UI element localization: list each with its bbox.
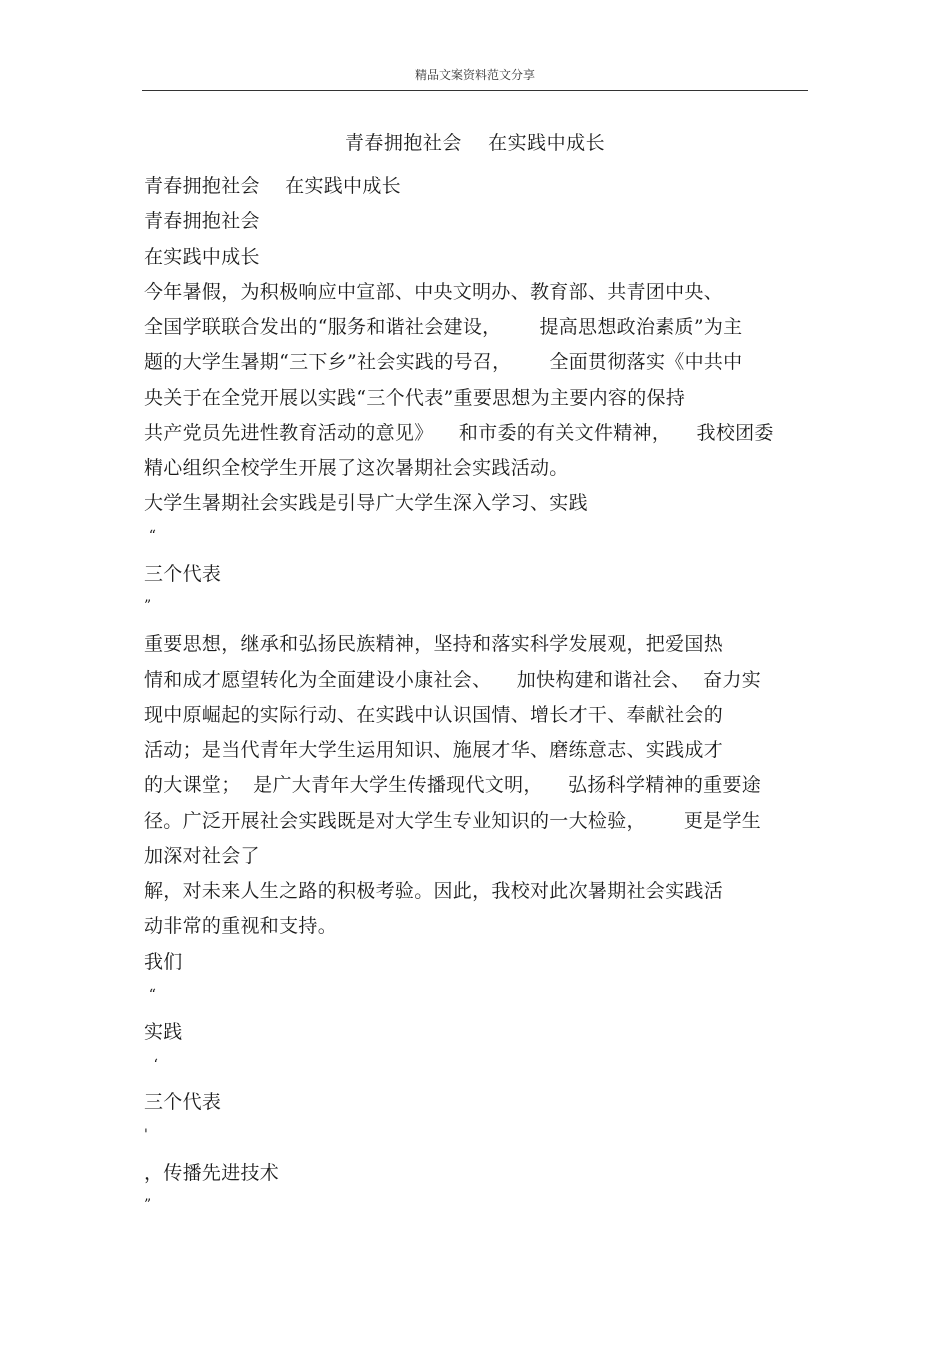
body-line: ，传播先进技术: [144, 1162, 280, 1184]
body-line: “: [144, 987, 157, 1003]
body-line: 情和成才愿望转化为全面建设小康社会、 加快构建和谐社会、 奋力实: [144, 669, 762, 691]
body-line: 全国学联联合发出的“服务和谐社会建设， 提高思想政治素质”为主: [144, 316, 743, 338]
body-line: 三个代表: [144, 1091, 222, 1113]
body-line: 我们: [144, 951, 183, 973]
body-line: 径。广泛开展社会实践既是对大学生专业知识的一大检验， 更是学生: [144, 810, 762, 832]
body-line: 今年暑假，为积极响应中宣部、中央文明办、教育部、共青团中央、: [144, 281, 724, 303]
page-header: 精品文案资料范文分享: [414, 68, 535, 82]
document-title: 青春拥抱社会 在实践中成长: [344, 132, 606, 154]
body-line: ': [144, 1127, 149, 1143]
body-line: ‘: [144, 1057, 159, 1073]
body-line: 现中原崛起的实际行动、在实践中认识国情、增长才干、奉献社会的: [144, 704, 724, 726]
body-line: 三个代表: [144, 563, 222, 585]
body-line: 的大课堂； 是广大青年大学生传播现代文明， 弘扬科学精神的重要途: [144, 774, 762, 796]
body-line: 青春拥抱社会 在实践中成长: [144, 175, 401, 197]
body-line: 重要思想，继承和弘扬民族精神，坚持和落实科学发展观，把爱国热: [144, 633, 724, 655]
body-line: 加深对社会了: [144, 845, 260, 867]
body-line: 解，对未来人生之路的积极考验。因此，我校对此次暑期社会实践活: [144, 880, 724, 902]
body-line: 活动；是当代青年大学生运用知识、施展才华、磨练意志、实践成才: [144, 739, 724, 761]
body-line: 青春拥抱社会: [144, 210, 260, 232]
body-line: “: [144, 528, 157, 544]
body-line: 共产党员先进性教育活动的意见》 和市委的有关文件精神， 我校团委: [144, 422, 774, 444]
body-line: 精心组织全校学生开展了这次暑期社会实践活动。: [144, 457, 569, 479]
body-line: 央关于在全党开展以实践“三个代表”重要思想为主要内容的保持: [144, 387, 686, 409]
body-line: 题的大学生暑期“三下乡”社会实践的号召， 全面贯彻落实《中共中: [144, 351, 743, 373]
body-line: 动非常的重视和支持。: [144, 915, 338, 937]
body-line: 实践: [144, 1021, 183, 1043]
body-line: ”: [144, 1197, 152, 1213]
body-line: 大学生暑期社会实践是引导广大学生深入学习、实践: [144, 492, 588, 514]
body-line: ”: [144, 598, 152, 614]
body-line: 在实践中成长: [144, 246, 260, 268]
